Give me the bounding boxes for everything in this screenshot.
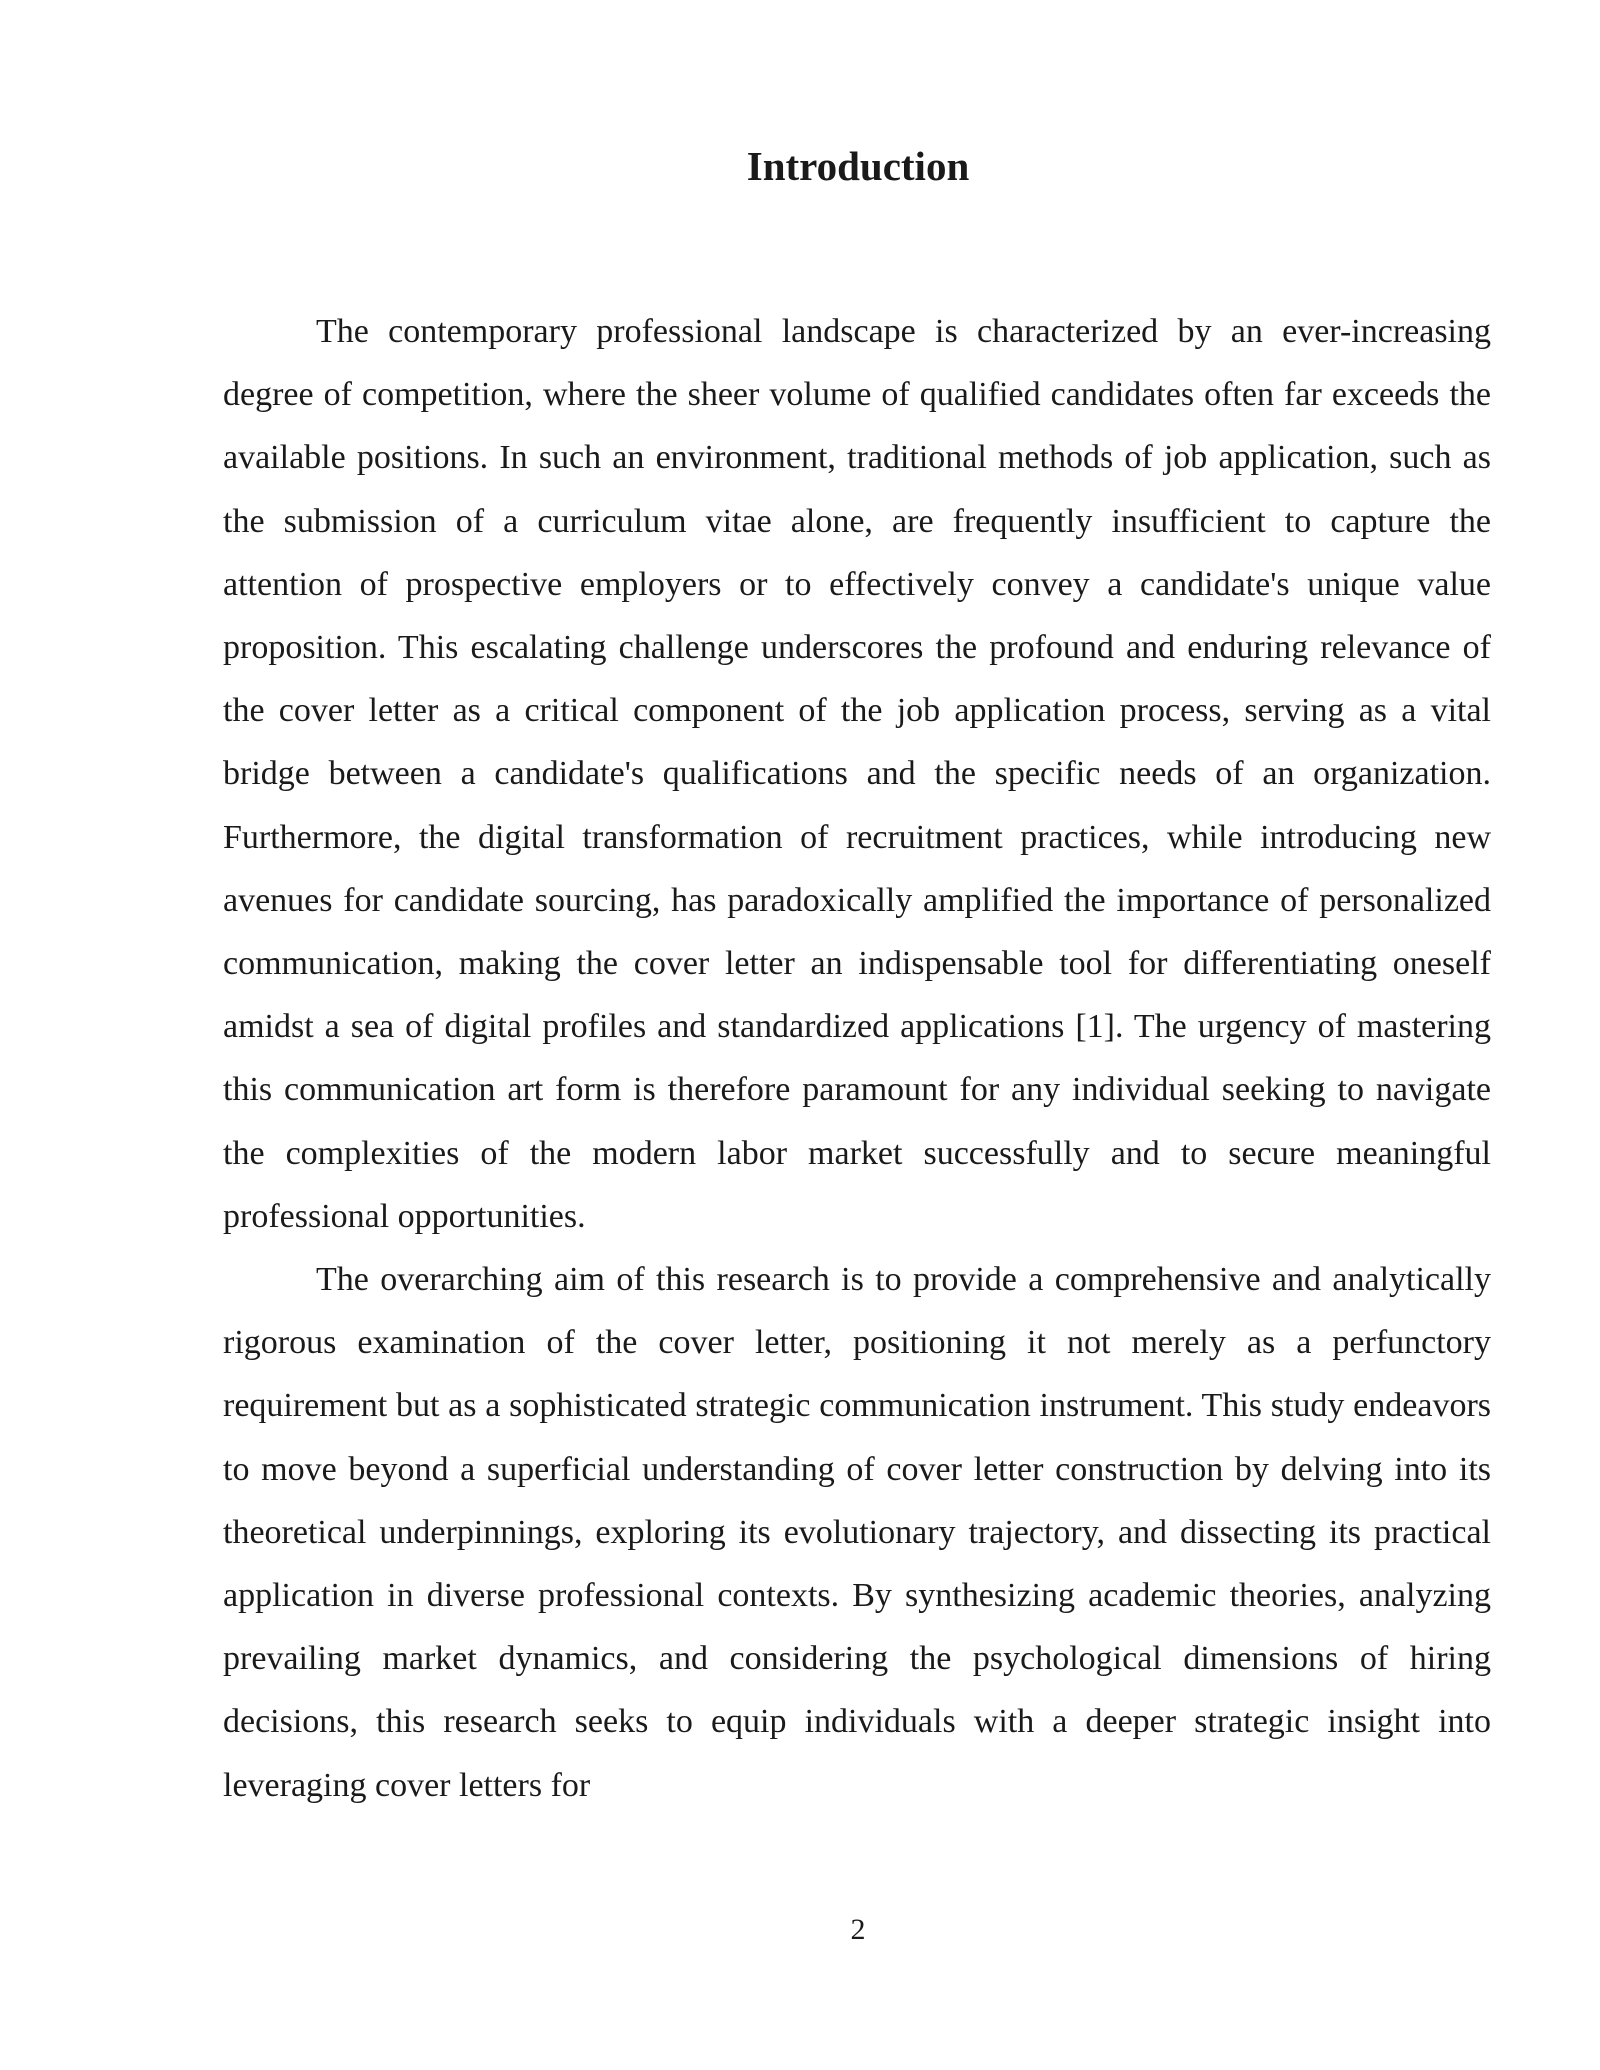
body-text [223,300,1491,1817]
page-title: Introduction [746,143,970,189]
paragraph-2: The overarching aim of this research is to provide a comprehensive and analytically rigorous examination of the cover letter, positioning it not merely as a perfunctory requirement but as a sophisticated strategic communication instrument. This study endeavors to move beyond a superficial understanding of cover letter construction by delving into its theoretical underpinnings, exploring its evolutionary trajectory, and dissecting its practical application in diverse professional contexts. By synthesizing academic theories, analyzing prevailing market dynamics, and considering the psychological dimensions of hiring decisions, this research seeks to equip individuals with a deeper strategic insight into leveraging cover letters for [223,1261,1491,1804]
paragraph-1: The contemporary professional landscape is characterized by an ever-increasing degree of competition, where the sheer volume of qualified candidates often far exceeds the available positions. In such an environment, traditional methods of job application, such as the submission of a curriculum vitae alone, are frequently insufficient to capture the attention of prospective employers or to effectively convey a candidate's unique value proposition. This escalating challenge underscores the profound and enduring relevance of the cover letter as a critical component of the job application process, serving as a vital bridge between a candidate's qualifications and the specific needs of an organization. Furthermore, the digital transformation of recruitment practices, while introducing new avenues for candidate sourcing, has paradoxically amplified the importance of personalized communication, making the cover letter an indispensable tool for differentiating oneself amidst a sea of digital profiles and standardized applications [1]. The urgency of mastering this communication art form is therefore paramount for any individual seeking to navigate the complexities of the modern labor market successfully and to secure meaningful professional opportunities. [223,313,1491,1235]
page-number: 2 [850,1913,866,1946]
